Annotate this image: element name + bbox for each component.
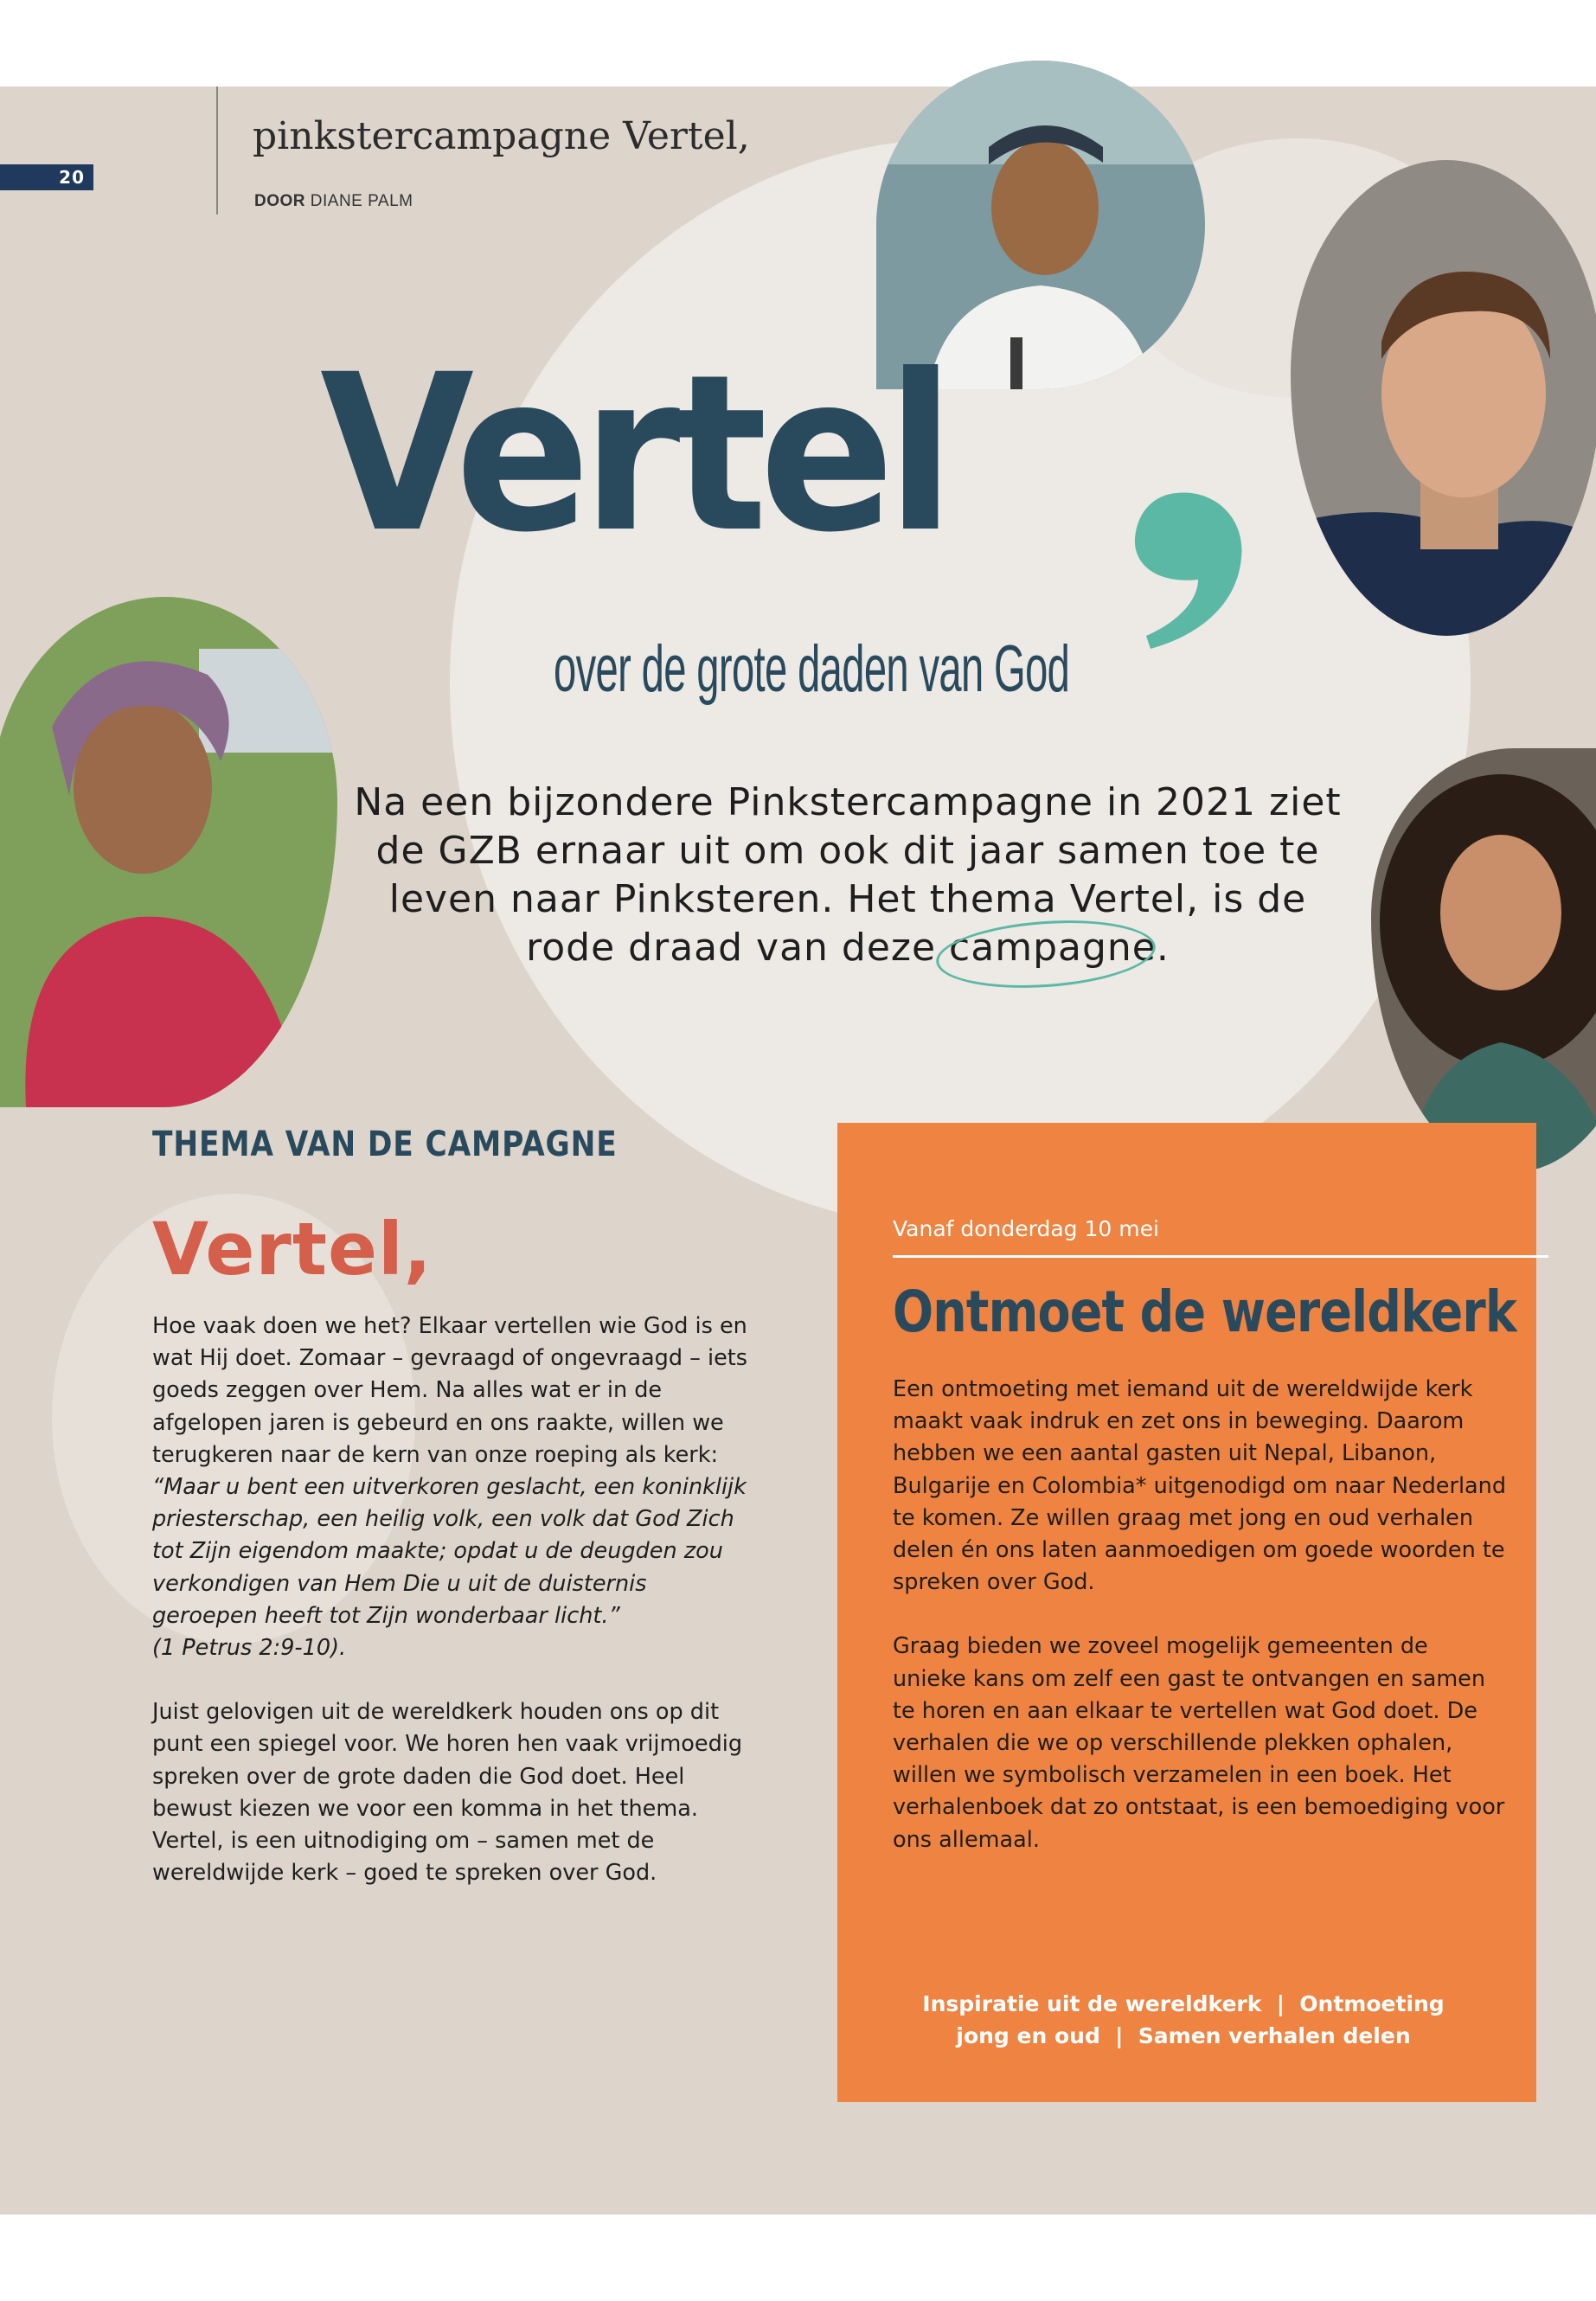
theme-body: [152, 1311, 749, 1921]
main-title: Vertel: [320, 328, 947, 580]
theme-paragraph-1: [152, 1311, 749, 1664]
event-tags-line-1: Inspiratie uit de wereldkerk | Ontmoeting: [922, 1991, 1445, 2016]
teal-comma-icon: [1116, 484, 1254, 657]
event-body: [893, 1374, 1507, 1888]
theme-paragraph-1-text: Hoe vaak doen we het? Elkaar vertellen wie God is en wat Hij doet. Zomaar – gevraagd of ongevraagd – iets goeds zeggen over Hem. Na alles wat er in de afgelopen jaren is gebeurd en ons raakte, willen we terugkeren naar de kern van onze roeping als kerk:: [152, 1313, 748, 1468]
bible-quote: “Maar u bent een uitverkoren geslacht, een koninklijk priesterschap, een heilig volk, een volk dat God Zich tot Zijn eigendom maakte; opdat u de deugden zou verkondigen van Hem Die u uit de duisternis geroepen heeft tot Zijn wonderbaar licht.”: [152, 1474, 747, 1629]
event-divider: [893, 1255, 1548, 1258]
bottom-margin: [0, 2214, 1596, 2301]
main-subtitle: over de grote daden van God: [554, 632, 1070, 706]
event-tags: [855, 1988, 1512, 2052]
header-divider: [216, 87, 218, 215]
byline: [254, 192, 413, 211]
event-title: Ontmoet de wereldkerk: [893, 1279, 1516, 1345]
theme-paragraph-2: Juist gelovigen uit de wereldkerk houden ons op dit punt een spiegel voor. We horen hen vaak vrijmoedig spreken over de grote daden die God doet. Heel bewust kiezen we voor een komma in het thema. Vertel, is een uitnodiging om – samen met de wereldwijde kerk – goed te spreken over God.: [152, 1699, 743, 1887]
event-paragraph-2: Graag bieden we zoveel mogelijk gemeenten de unieke kans om zelf een gast te ontvangen en samen te horen en aan elkaar te vertellen wat God doet. De verhalen die we op verschillende plekken ophalen, willen we symbolisch verzamelen in een boek. Het verhalenboek dat zo ontstaat, is een bemoediging voor ons allemaal.: [893, 1633, 1505, 1853]
event-paragraph-1: Een ontmoeting met iemand uit de wereldwijde kerk maakt vaak indruk en zet ons in beweging. Daarom hebben we een aantal gasten uit Nepal, Libanon, Bulgarije en Colombia* uitgenodigd om naar Nederland te komen. Ze willen graag met jong en oud verhalen delen én ons laten aanmoedigen om goede woorden te spreken over God.: [893, 1376, 1507, 1596]
event-date: Vanaf donderdag 10 mei: [893, 1216, 1159, 1241]
event-tags-line-2: jong en oud | Samen verhalen delen: [956, 2023, 1411, 2048]
page-number: 20: [0, 164, 93, 190]
section-kicker: pinkstercampagne Vertel,: [253, 114, 750, 158]
bible-reference: (1 Petrus 2:9-10).: [152, 1635, 347, 1662]
theme-heading: THEMA VAN DE CAMPAGNE: [152, 1125, 618, 1164]
byline-prefix: DOOR: [254, 192, 305, 210]
byline-author: DIANE PALM: [310, 192, 413, 210]
theme-word: Vertel,: [152, 1207, 433, 1292]
event-box: [837, 1123, 1536, 2102]
intro-paragraph: Na een bijzondere Pinkstercampagne in 2021 ziet de GZB ernaar uit om ook dit jaar samen toe te leven naar Pinksteren. Het thema Vertel, is de rode draad van deze campagne.: [354, 780, 1342, 970]
